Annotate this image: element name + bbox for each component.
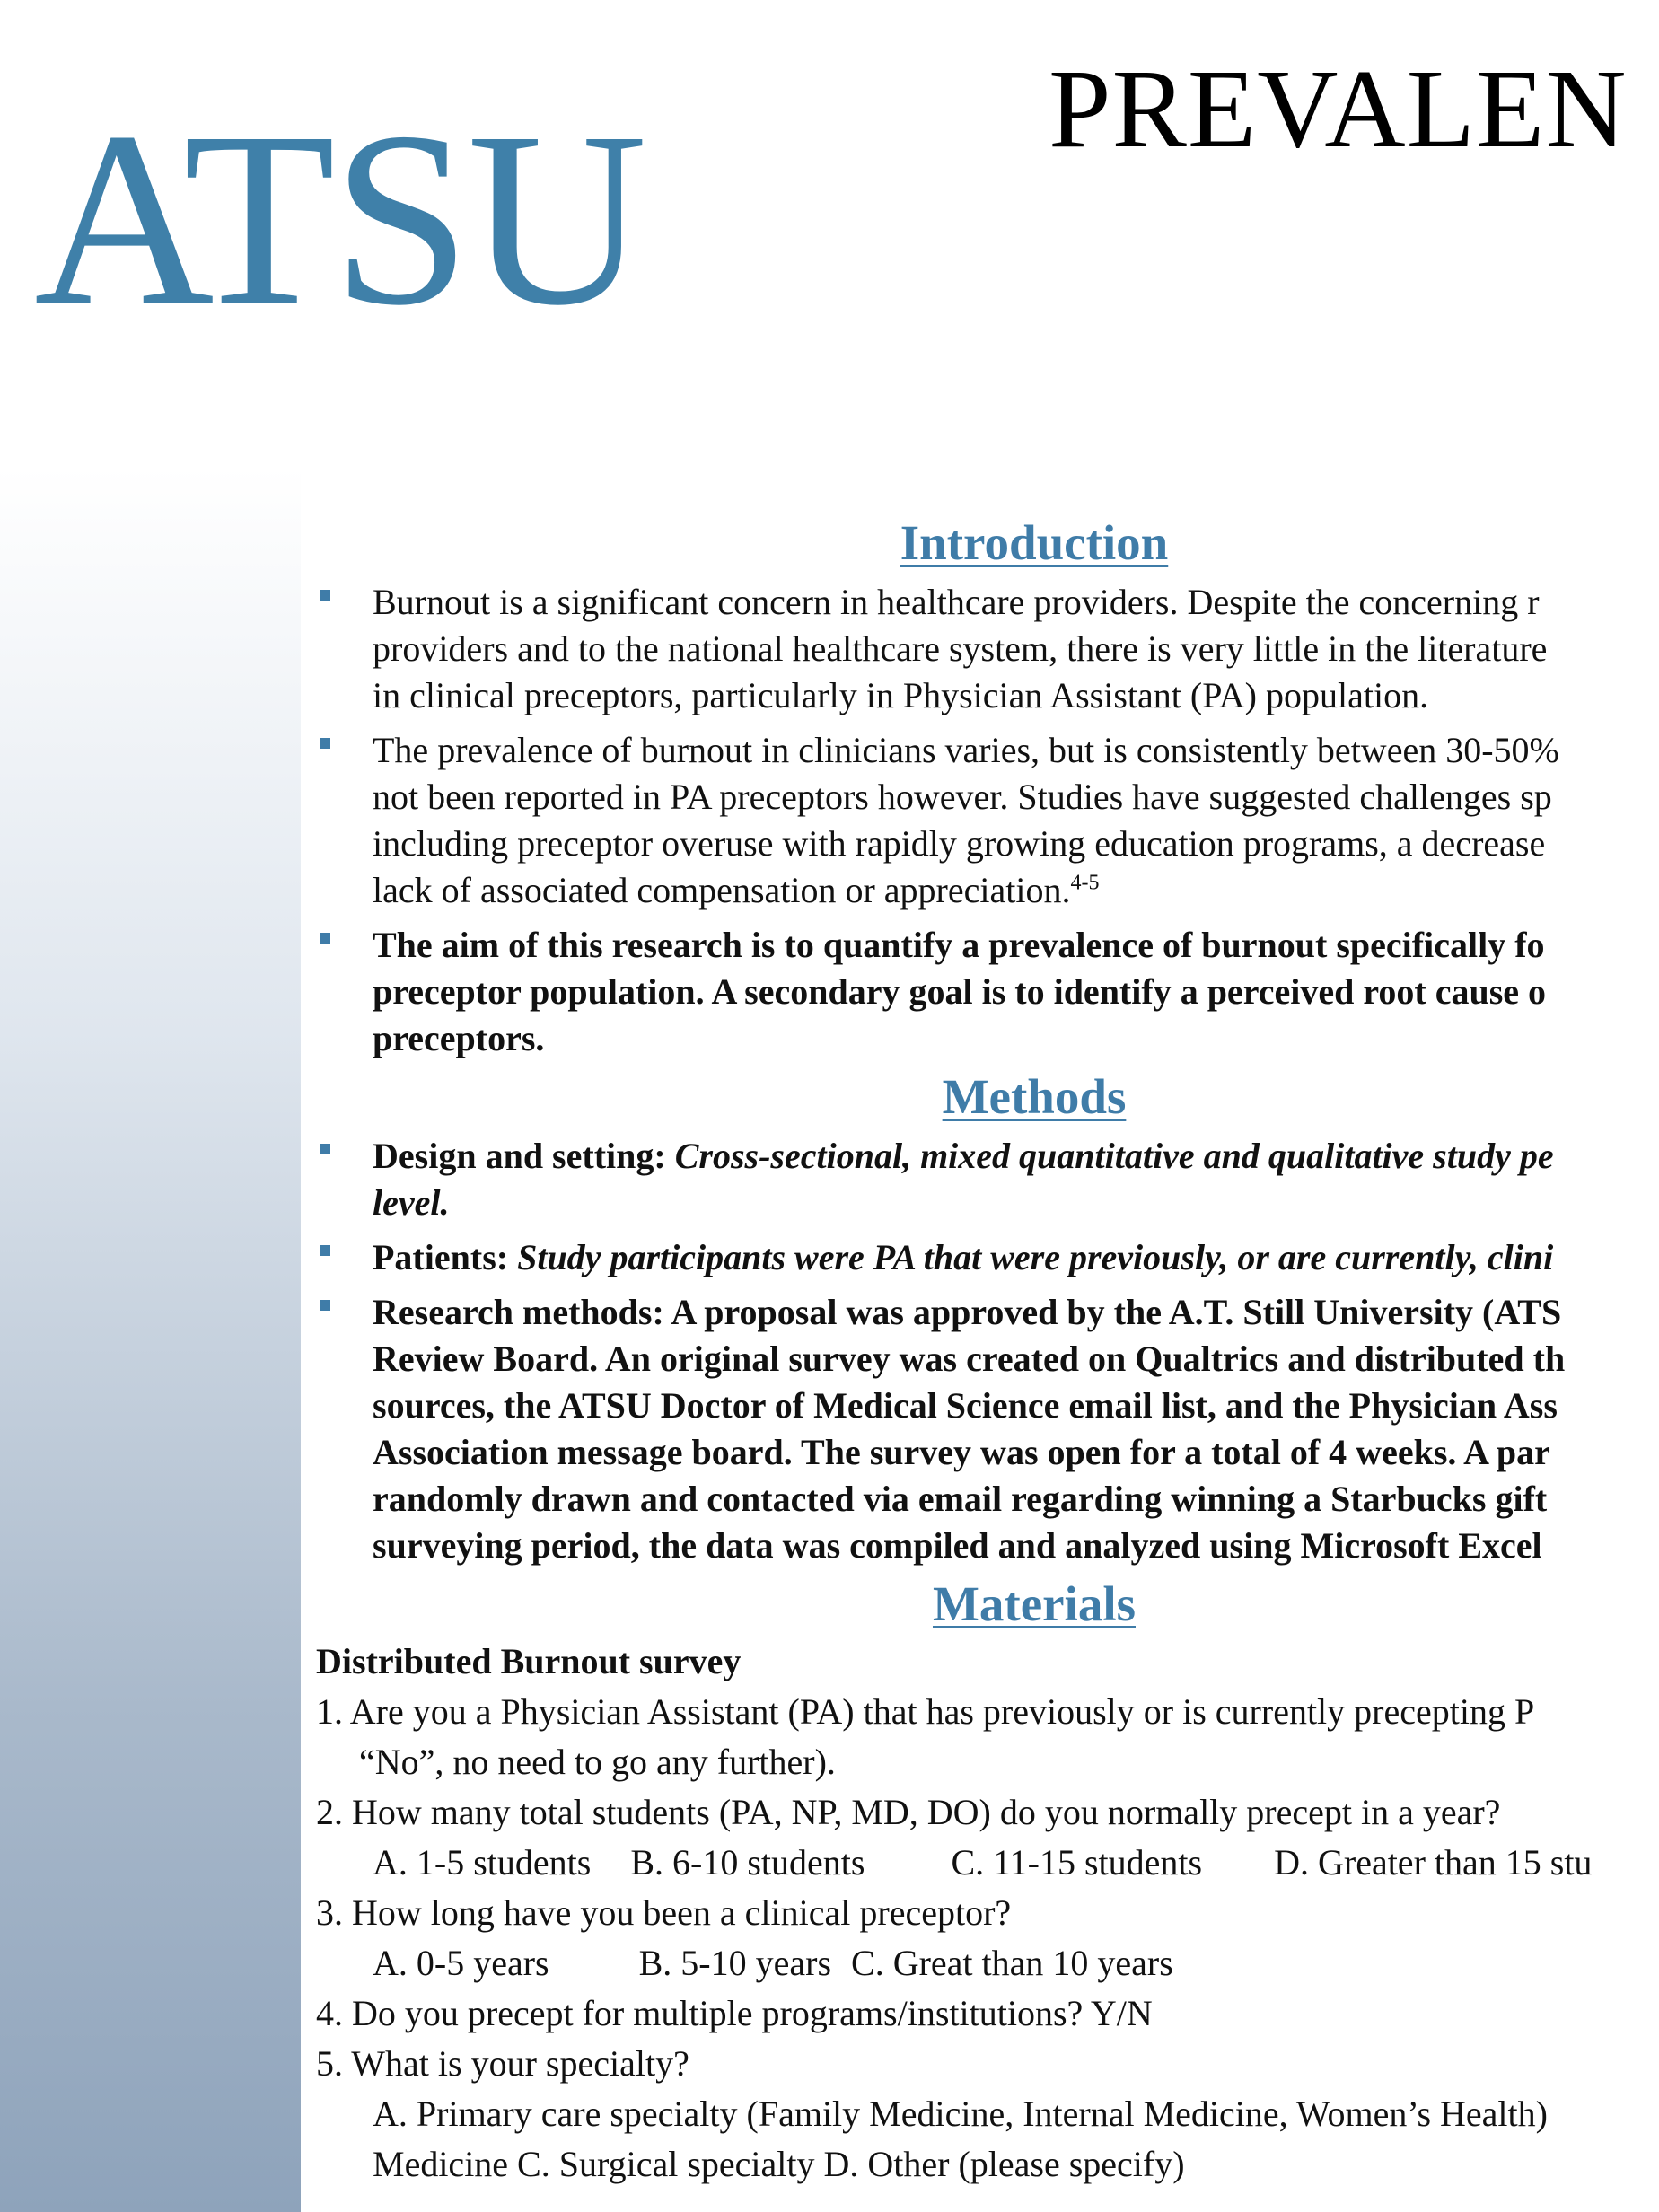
materials-heading: Materials	[932, 1576, 1136, 1631]
survey-q4: 4. Do you precept for multiple programs/institutions? Y/N	[316, 1993, 1153, 2033]
q2-option: B. 6-10 students	[630, 1842, 865, 1883]
citation-superscript: 4-5	[1070, 871, 1100, 895]
q3-option: B. 5-10 years	[638, 1943, 832, 1983]
survey-q3: 3. How long have you been a clinical preceptor?	[316, 1892, 1012, 1933]
bullet-square-icon	[320, 1144, 330, 1154]
survey-q3-options	[316, 1938, 1659, 1988]
methods-research: Research methods: A proposal was approved by the A.T. Still University (ATS Review Board. An original survey was created on Qualtrics and distributed th sources, the ATSU Doctor of Medical Science email list, and the Physician Ass Association message board. The survey was open for a total of 4 weeks. A par randomly drawn and contacted via email regarding winning a Starbucks gift surveying period, the data was compiled and analyzed using Microsoft Excel	[316, 1289, 1659, 1569]
survey-q5-line2: Medicine C. Surgical specialty D. Other (please specify)	[373, 2144, 1185, 2184]
bullet-square-icon	[320, 1245, 330, 1256]
poster-content	[316, 516, 1659, 2212]
poster-title: PREVALEN	[1049, 48, 1628, 171]
survey-q2-options	[316, 1838, 1659, 1888]
survey-q5: 5. What is your specialty?	[316, 2043, 689, 2084]
bullet-square-icon	[320, 933, 330, 944]
methods-list	[316, 1133, 1659, 1569]
q2-option: A. 1-5 students	[373, 1842, 592, 1883]
intro-bullet-2: The prevalence of burnout in clinicians varies, but is consistently between 30-50% not been reported in PA preceptors however. Studies have suggested challenges sp including preceptor overuse with rapidly growing education programs, a decrease lack of associated compensation or appreciation.$^{4-5}$	[316, 727, 1659, 914]
survey-block	[316, 1637, 1659, 2190]
methods-design: Design and setting: Cross-sectional, mixed quantitative and qualitative study pe level.	[316, 1133, 1659, 1226]
bullet-square-icon	[320, 738, 330, 749]
survey-q2: 2. How many total students (PA, NP, MD, DO) do you normally precept in a year?	[316, 1792, 1501, 1832]
methods-heading: Methods	[942, 1069, 1127, 1124]
survey-title: Distributed Burnout survey	[316, 1641, 742, 1681]
intro-bullet-1: Burnout is a significant concern in healthcare providers. Despite the concerning r providers and to the national healthcare system, there is very little in the literature in clinical preceptors, particularly in Physician Assistant (PA) population.	[316, 579, 1659, 719]
atsu-logo: ATSU	[34, 81, 645, 357]
bullet-square-icon	[320, 1300, 330, 1311]
methods-patients: Patients: Study participants were PA that were previously, or are currently, clini	[316, 1234, 1659, 1281]
q3-option: A. 0-5 years	[373, 1943, 549, 1983]
survey-q1-cont: “No”, no need to go any further).	[359, 1742, 836, 1782]
q2-option: C. 11-15 students	[951, 1842, 1203, 1883]
intro-bullet-3: The aim of this research is to quantify a prevalence of burnout specifically fo preceptor population. A secondary goal is to identify a perceived root cause o preceptors.	[316, 922, 1659, 1062]
introduction-heading: Introduction	[900, 516, 1169, 570]
introduction-list	[316, 579, 1659, 1062]
survey-q1: 1. Are you a Physician Assistant (PA) that has previously or is currently precepting P	[316, 1691, 1535, 1732]
q3-option: C. Great than 10 years	[851, 1943, 1173, 1983]
survey-q5-line1: A. Primary care specialty (Family Medicine, Internal Medicine, Women’s Health)	[373, 2094, 1548, 2134]
q2-option: D. Greater than 15 stu	[1274, 1842, 1593, 1883]
bullet-square-icon	[320, 590, 330, 601]
